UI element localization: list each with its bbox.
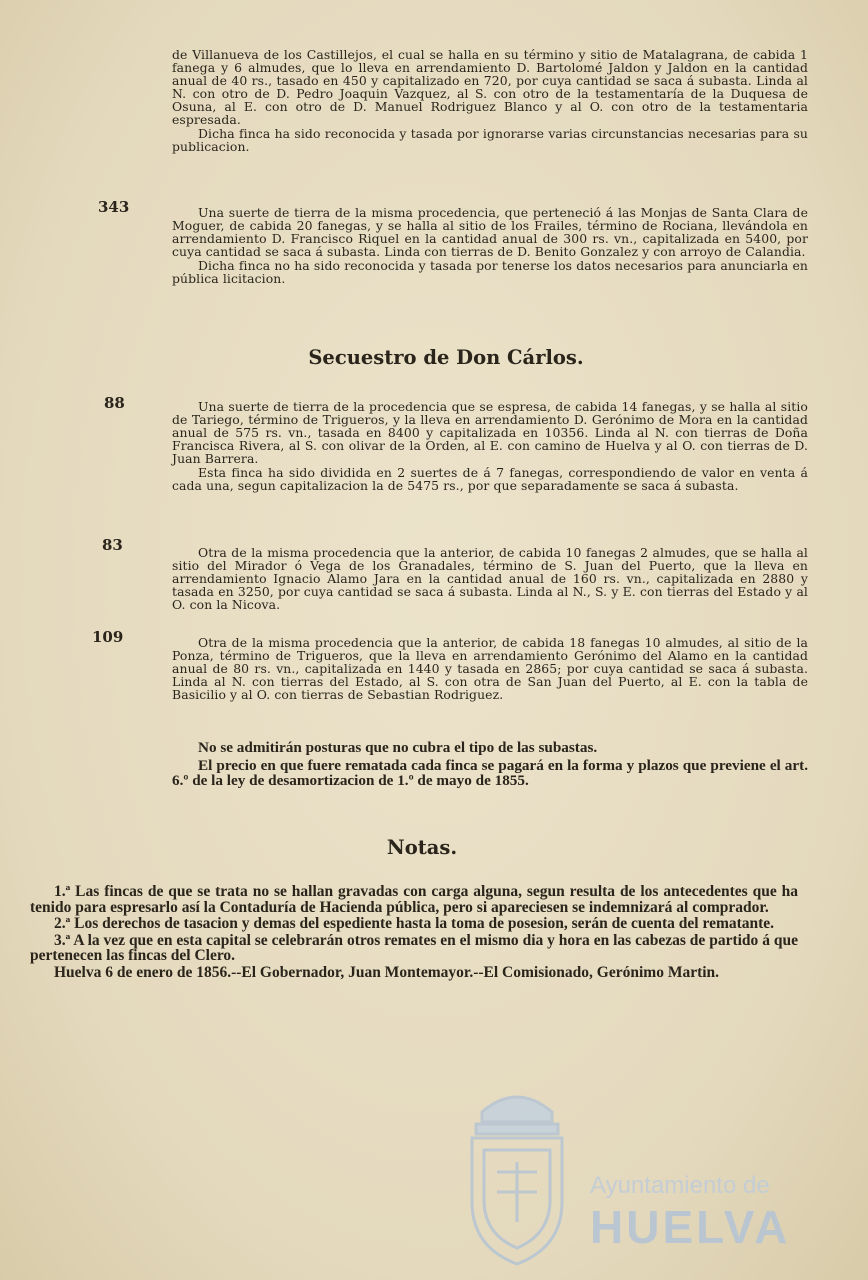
lot-83-block [172, 546, 808, 611]
section-title: Secuestro de Don Cárlos. [308, 346, 584, 369]
lot-88-description: Una suerte de tierra de la procedencia que se espresa, de cabida 14 fanegas, y se halla al sitio de Tariego, término de Trigueros, y la lleva en arrendamiento D. Gerónimo de Mora en la cantidad anual de 575 rs. vn., tasada en 8400 y capitalizada en 10356. Linda al N. con tierras de Doña Francisca Rivera, al S. con olivar de la Orden, al E. con camino de Huelva y al O. con tierras de D. Juan Barrera. [172, 399, 808, 466]
lot-109-block [172, 636, 808, 701]
note-3: 3.ª A la vez que en esta capital se celebrarán otros remates en el mismo dia y hora en las cabezas de partido á que pertenecen las fincas del Clero. [30, 931, 798, 964]
watermark-line2: HUELVA [590, 1201, 791, 1253]
note-1: 1.ª Las fincas de que se trata no se hallan gravadas con carga alguna, segun resulta de los antecedentes que ha tenido para espresarlo así la Contaduría de Hacienda pública, pero si apareciesen se indemnizará al comprador. [30, 883, 798, 916]
lot-343-description: Una suerte de tierra de la misma procedencia, que perteneció á las Monjas de Santa Clara de Moguer, de cabida 20 fanegas, y se halla al sitio de los Frailes, término de Rociana, llevándola en arrendamiento D. Francisco Riquel en la cantidad anual de 300 rs. vn., capitalizada en 5400, por cuya cantidad se saca á subasta. Linda con tierras de D. Benito Gonzalez y con arroyo de Calandia. [172, 205, 808, 259]
note-2: 2.ª Los derechos de tasacion y demas del espediente hasta la toma de posesion, serán de cuenta del rematante. [54, 915, 775, 932]
lot-number: 343 [98, 198, 130, 216]
signature-line: Huelva 6 de enero de 1856.--El Gobernador, Juan Montemayor.--El Comisionado, Gerónimo Martin. [54, 963, 720, 981]
lot-109-description: Otra de la misma procedencia que la anterior, de cabida 18 fanegas 10 almudes, al sitio de la Ponza, término de Trigueros, que la lleva en arrendamiento Gerónimo del Alamo en la cantidad anual de 80 rs. vn., capitalizada en 1440 y tasada en 2865; por cuya cantidad se saca á subasta. Linda al N. con tierras del Estado, al S. con otra de San Juan del Puerto, al E. con la tabla de Basicilio y al O. con tierras de Sebastian Rodriguez. [172, 635, 808, 702]
continuation-block [172, 48, 808, 153]
closing-payment: El precio en que fuere rematada cada finca se pagará en la forma y plazos que previene el art. 6.º de la ley de desamortizacion de 1.º de mayo de 1855. [172, 757, 808, 789]
watermark [452, 1072, 832, 1272]
lot-343-note: Dicha finca no ha sido reconocida y tasada por tenerse los datos necesarios para anunciarla en pública licitacion. [172, 258, 808, 286]
lot-number: 88 [104, 394, 125, 412]
notes-block [30, 884, 798, 980]
lot-number: 83 [102, 536, 123, 554]
lot-88-note: Esta finca ha sido dividida en 2 suertes de á 7 fanegas, correspondiendo de valor en venta á cada una, segun capitalizacion la de 5475 rs., por que separadamente se saca á subasta. [172, 465, 808, 493]
lot-343-block [172, 206, 808, 285]
watermark-line1: Ayuntamiento de [590, 1172, 770, 1199]
lot-88-block [172, 400, 808, 492]
lot-83-description: Otra de la misma procedencia que la anterior, de cabida 10 fanegas 2 almudes, que se halla al sitio del Mirador ó Vega de los Granadales, término de S. Juan del Puerto, que la lleva en arrendamiento Ignacio Alamo Jara en la cantidad anual de 160 rs. vn., capitalizada en 2880 y tasada en 3250, por cuya cantidad se saca á subasta. Linda al N., S. y E. con tierras del Estado y al O. con la Nicova. [172, 545, 808, 612]
coat-of-arms-icon [452, 1072, 582, 1272]
closing-rule: No se admitirán posturas que no cubra el tipo de las subastas. [198, 739, 598, 756]
continuation-paragraph: de Villanueva de los Castillejos, el cual se halla en su término y sitio de Matalagrana, de cabida 1 fanega y 6 almudes, que lo lleva en arrendamiento D. Bartolomé Jaldon y Jaldon en la cantidad anual de 40 rs., tasado en 450 y capitalizado en 720, por cuya cantidad se saca á subasta. Linda al N. con otro de D. Pedro Joaquin Vazquez, al S. con otro de la testamentaría de la Duquesa de Osuna, al E. con otro de D. Manuel Rodriguez Blanco y al O. con otro de la testamentaria espresada. [172, 47, 808, 127]
closing-block [172, 740, 808, 788]
lot-number: 109 [92, 628, 124, 646]
notes-title: Notas. [386, 836, 458, 859]
continuation-note: Dicha finca ha sido reconocida y tasada por ignorarse varias circunstancias necesarias para su publicacion. [172, 126, 808, 154]
